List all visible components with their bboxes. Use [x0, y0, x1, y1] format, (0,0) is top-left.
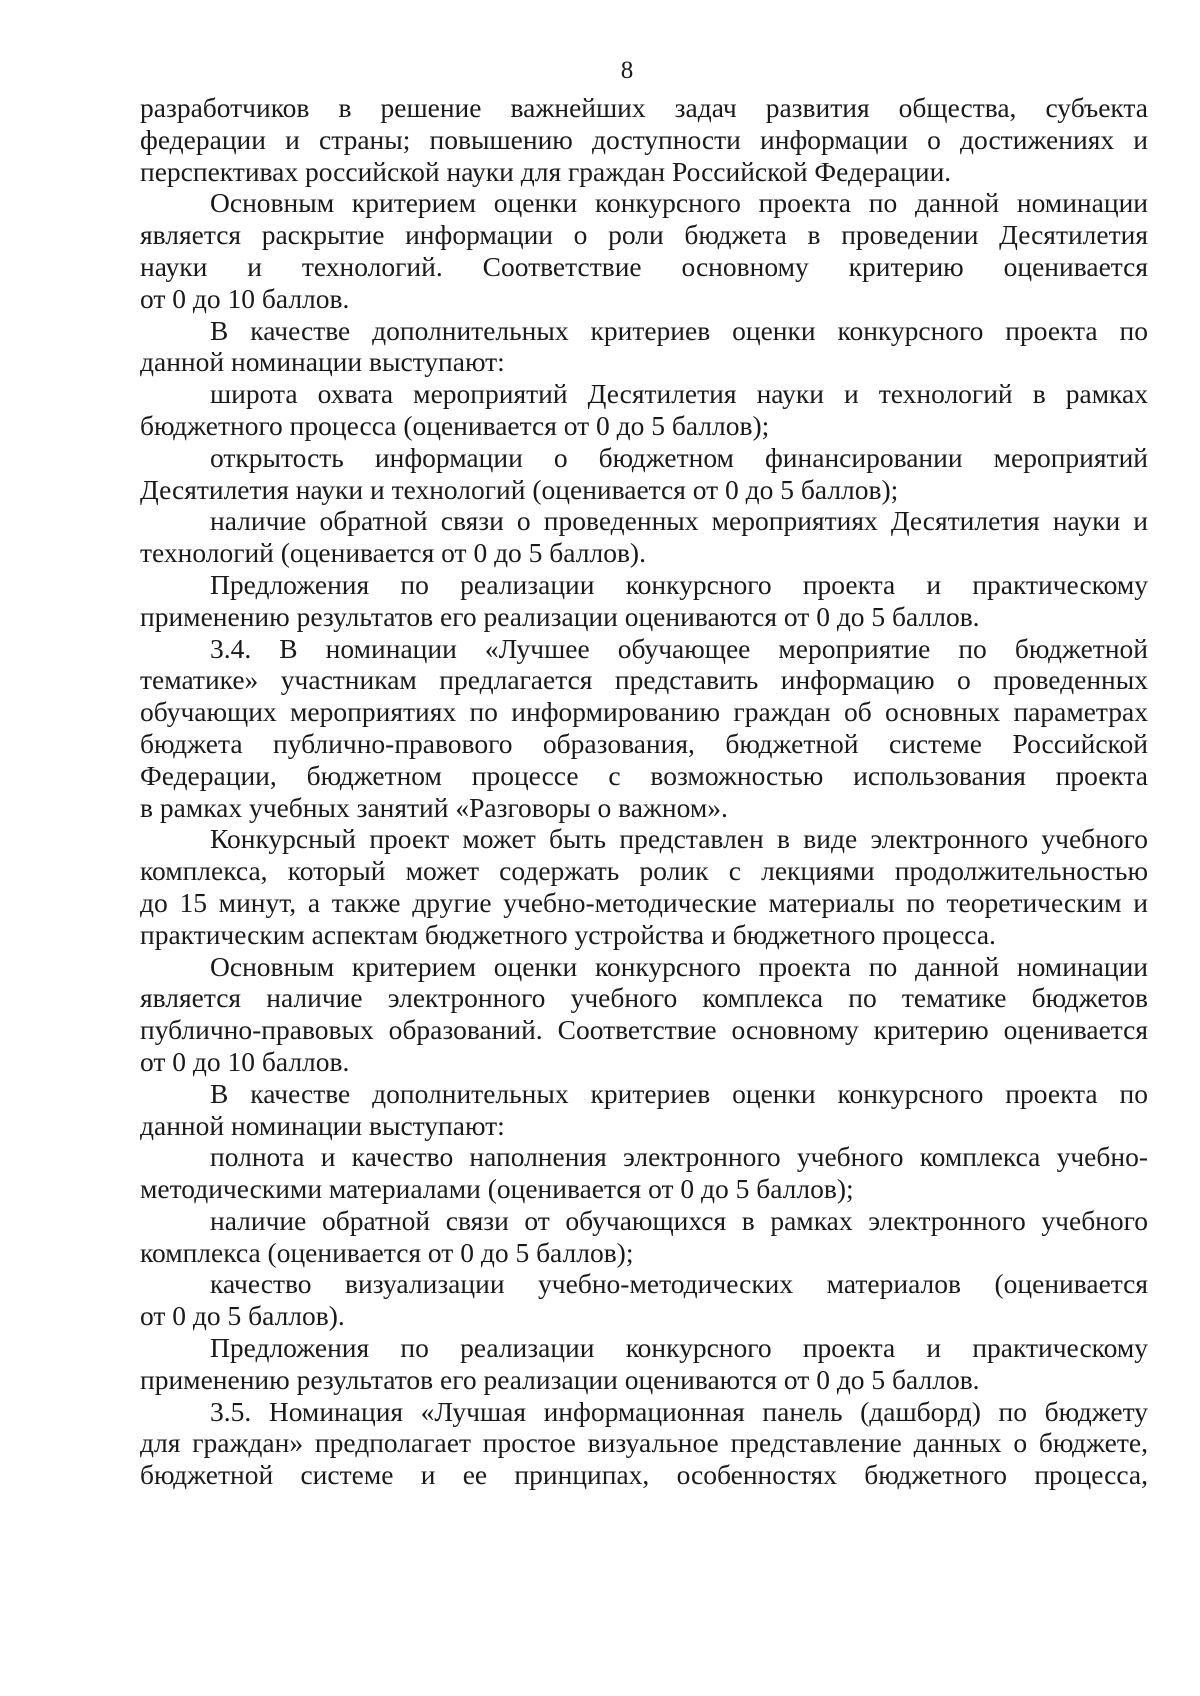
text-line: качество визуализации учебно-методических материалов (оценивается: [210, 1268, 1148, 1300]
text-line: тематике» участникам предлагается представить информацию о проведенных: [140, 664, 1148, 696]
text-line: от 0 до 10 баллов.: [140, 282, 350, 314]
text-line: является раскрытие информации о роли бюджета в проведении Десятилетия: [140, 219, 1148, 251]
page-number: 8: [620, 57, 634, 84]
text-line: методическими материалами (оценивается от 0 до 5 баллов);: [140, 1173, 854, 1205]
text-line: 3.5. Номинация «Лучшая информационная панель (дашборд) по бюджету: [210, 1395, 1148, 1427]
text-line: Предложения по реализации конкурсного проекта и практическому: [210, 568, 1148, 600]
text-line: в рамках учебных занятий «Разговоры о важном».: [140, 791, 728, 823]
document-body: [140, 92, 1148, 1491]
text-line: обучающих мероприятиях по информированию граждан об основных параметрах: [140, 696, 1148, 728]
text-line: бюджетной системе и ее принципах, особенностях бюджетного процесса,: [140, 1459, 1148, 1491]
text-line: Десятилетия науки и технологий (оценивается от 0 до 5 баллов);: [140, 473, 899, 505]
text-line: разработчиков в решение важнейших задач развития общества, субъекта: [140, 92, 1148, 123]
text-line: комплекса, который может содержать ролик с лекциями продолжительностью: [140, 855, 1148, 887]
text-line: перспективах российской науки для граждан Российской Федерации.: [140, 155, 952, 187]
text-line: наличие обратной связи от обучающихся в рамках электронного учебного: [210, 1204, 1148, 1236]
text-line: Основным критерием оценки конкурсного проекта по данной номинации: [210, 950, 1148, 982]
text-line: В качестве дополнительных критериев оценки конкурсного проекта по: [210, 1077, 1148, 1109]
text-line: широта охвата мероприятий Десятилетия науки и технологий в рамках: [210, 378, 1148, 410]
text-line: данной номинации выступают:: [140, 346, 505, 378]
text-line: применению результатов его реализации оцениваются от 0 до 5 баллов.: [140, 1363, 980, 1395]
text-line: Предложения по реализации конкурсного проекта и практическому: [210, 1332, 1148, 1364]
text-line: до 15 минут, а также другие учебно-методические материалы по теоретическим и: [140, 886, 1148, 918]
text-line: бюджета публично-правового образования, бюджетной системе Российской: [140, 727, 1148, 759]
text-line: Конкурсный проект может быть представлен в виде электронного учебного: [210, 823, 1148, 855]
text-line: наличие обратной связи о проведенных мероприятиях Десятилетия науки и: [210, 505, 1148, 537]
text-line: открытость информации о бюджетном финансировании мероприятий: [210, 441, 1148, 473]
text-line: 3.4. В номинации «Лучшее обучающее мероприятие по бюджетной: [210, 632, 1148, 664]
text-line: Федерации, бюджетном процессе с возможностью использования проекта: [140, 759, 1148, 791]
text-line: комплекса (оценивается от 0 до 5 баллов);: [140, 1236, 634, 1268]
text-line: Основным критерием оценки конкурсного проекта по данной номинации: [210, 187, 1148, 219]
text-line: технологий (оценивается от 0 до 5 баллов).: [140, 537, 646, 569]
text-line: В качестве дополнительных критериев оценки конкурсного проекта по: [210, 314, 1148, 346]
text-line: для граждан» предполагает простое визуальное представление данных о бюджете,: [140, 1427, 1148, 1459]
text-line: федерации и страны; повышению доступности информации о достижениях и: [140, 123, 1148, 155]
text-line: является наличие электронного учебного комплекса по тематике бюджетов: [140, 982, 1148, 1014]
text-line: публично-правовых образований. Соответствие основному критерию оценивается: [140, 1014, 1148, 1046]
text-line: от 0 до 5 баллов).: [140, 1300, 345, 1332]
text-line: полнота и качество наполнения электронного учебного комплекса учебно-: [210, 1141, 1148, 1173]
text-line: практическим аспектам бюджетного устройства и бюджетного процесса.: [140, 918, 996, 950]
text-line: от 0 до 10 баллов.: [140, 1045, 350, 1077]
text-line: применению результатов его реализации оцениваются от 0 до 5 баллов.: [140, 600, 980, 632]
text-line: бюджетного процесса (оценивается от 0 до 5 баллов);: [140, 409, 770, 441]
text-line: науки и технологий. Соответствие основному критерию оценивается: [140, 250, 1148, 282]
text-line: данной номинации выступают:: [140, 1109, 505, 1141]
